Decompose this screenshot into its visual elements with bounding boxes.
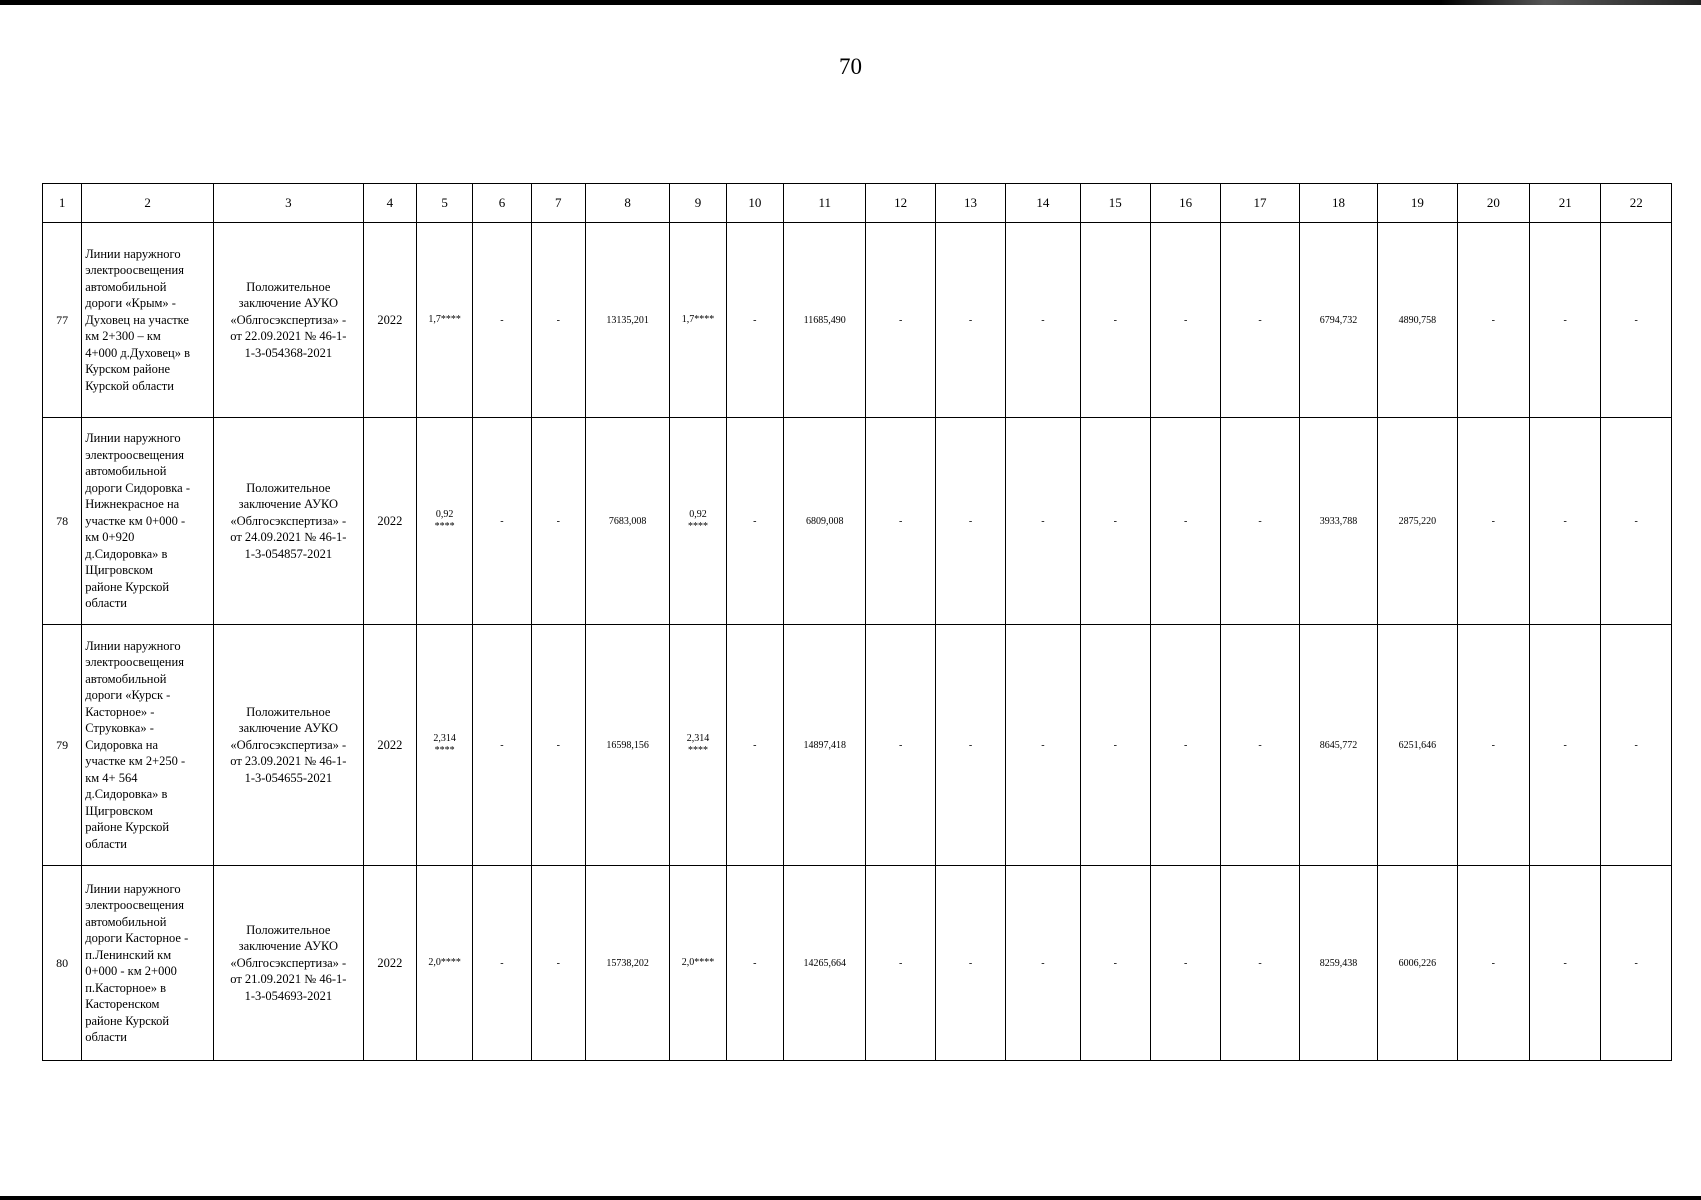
cell-col-18: 6794,732 — [1299, 223, 1377, 418]
cell-col-8: 15738,202 — [585, 866, 669, 1061]
cell-col-10: - — [726, 418, 783, 625]
cell-col-12: - — [866, 223, 935, 418]
cell-col-10: - — [726, 866, 783, 1061]
cell-col-18: 3933,788 — [1299, 418, 1377, 625]
row-number: 78 — [43, 418, 82, 625]
object-name: Линии наружного электроосвещения автомобильной дороги «Курск - Касторное» - Струковка» - Сидоровка на участке км 2+250 - км 4+ 564 д.Сидоровка» в Щигровском районе Курской области — [82, 625, 214, 866]
cell-col-20: - — [1457, 418, 1529, 625]
cell-col-17: - — [1221, 866, 1299, 1061]
cell-col-9: 0,92 **** — [670, 418, 726, 625]
cell-col-21: - — [1530, 866, 1601, 1061]
row-number: 77 — [43, 223, 82, 418]
object-name: Линии наружного электроосвещения автомобильной дороги Касторное - п.Ленинский км 0+000 - км 2+000 п.Касторное» в Касторенском районе Курской области — [82, 866, 214, 1061]
object-name: Линии наружного электроосвещения автомобильной дороги «Крым» - Духовец на участке км 2+300 – км 4+000 д.Духовец» в Курском районе Курской области — [82, 223, 214, 418]
objects-table — [42, 183, 1672, 1061]
expert-conclusion: Положительное заключение АУКО «Облгосэкспертиза» - от 23.09.2021 № 46-1- 1-3-054655-2021 — [213, 625, 363, 866]
cell-col-19: 6006,226 — [1378, 866, 1457, 1061]
header-row — [43, 184, 1672, 223]
header-col-3: 3 — [213, 184, 363, 223]
cell-col-22: - — [1601, 418, 1672, 625]
header-col-2: 2 — [82, 184, 214, 223]
cell-col-21: - — [1530, 625, 1601, 866]
cell-col-5: 1,7**** — [417, 223, 473, 418]
cell-col-11: 14265,664 — [783, 866, 865, 1061]
cell-col-20: - — [1457, 866, 1529, 1061]
cell-col-7: - — [531, 418, 585, 625]
expert-conclusion: Положительное заключение АУКО «Облгосэкспертиза» - от 24.09.2021 № 46-1- 1-3-054857-2021 — [213, 418, 363, 625]
header-col-12: 12 — [866, 184, 935, 223]
page-number: 70 — [839, 54, 862, 79]
header-col-20: 20 — [1457, 184, 1529, 223]
cell-col-11: 11685,490 — [783, 223, 865, 418]
header-col-13: 13 — [935, 184, 1005, 223]
cell-col-11: 6809,008 — [783, 418, 865, 625]
objects-table-container — [42, 183, 1672, 1061]
cell-col-19: 6251,646 — [1378, 625, 1457, 866]
year: 2022 — [363, 223, 416, 418]
cell-col-8: 7683,008 — [585, 418, 669, 625]
row-number: 79 — [43, 625, 82, 866]
cell-col-14: - — [1006, 625, 1080, 866]
cell-col-14: - — [1006, 418, 1080, 625]
header-col-8: 8 — [585, 184, 669, 223]
cell-col-16: - — [1150, 223, 1220, 418]
year: 2022 — [363, 418, 416, 625]
header-col-4: 4 — [363, 184, 416, 223]
header-col-1: 1 — [43, 184, 82, 223]
header-col-16: 16 — [1150, 184, 1220, 223]
table-row — [43, 625, 1672, 866]
expert-conclusion: Положительное заключение АУКО «Облгосэкспертиза» - от 21.09.2021 № 46-1- 1-3-054693-2021 — [213, 866, 363, 1061]
cell-col-17: - — [1221, 625, 1299, 866]
cell-col-12: - — [866, 625, 935, 866]
cell-col-10: - — [726, 223, 783, 418]
header-col-18: 18 — [1299, 184, 1377, 223]
cell-col-6: - — [473, 418, 531, 625]
table-row — [43, 866, 1672, 1061]
cell-col-15: - — [1080, 418, 1150, 625]
cell-col-7: - — [531, 866, 585, 1061]
cell-col-21: - — [1530, 418, 1601, 625]
cell-col-6: - — [473, 866, 531, 1061]
cell-col-12: - — [866, 866, 935, 1061]
cell-col-13: - — [935, 418, 1005, 625]
cell-col-5: 2,314 **** — [417, 625, 473, 866]
cell-col-6: - — [473, 625, 531, 866]
header-col-7: 7 — [531, 184, 585, 223]
cell-col-13: - — [935, 866, 1005, 1061]
cell-col-5: 2,0**** — [417, 866, 473, 1061]
year: 2022 — [363, 625, 416, 866]
cell-col-13: - — [935, 625, 1005, 866]
cell-col-15: - — [1080, 625, 1150, 866]
bottom-scan-edge — [0, 1196, 1701, 1200]
header-col-10: 10 — [726, 184, 783, 223]
header-col-14: 14 — [1006, 184, 1080, 223]
cell-col-17: - — [1221, 223, 1299, 418]
object-name: Линии наружного электроосвещения автомобильной дороги Сидоровка - Нижнекрасное на участке км 0+000 - км 0+920 д.Сидоровка» в Щигровском районе Курской области — [82, 418, 214, 625]
cell-col-15: - — [1080, 866, 1150, 1061]
cell-col-10: - — [726, 625, 783, 866]
cell-col-19: 4890,758 — [1378, 223, 1457, 418]
header-col-11: 11 — [783, 184, 865, 223]
cell-col-8: 16598,156 — [585, 625, 669, 866]
header-col-5: 5 — [417, 184, 473, 223]
cell-col-16: - — [1150, 418, 1220, 625]
cell-col-7: - — [531, 223, 585, 418]
cell-col-13: - — [935, 223, 1005, 418]
cell-col-16: - — [1150, 866, 1220, 1061]
header-col-17: 17 — [1221, 184, 1299, 223]
table-row — [43, 223, 1672, 418]
cell-col-20: - — [1457, 625, 1529, 866]
cell-col-21: - — [1530, 223, 1601, 418]
cell-col-9: 1,7**** — [670, 223, 726, 418]
cell-col-14: - — [1006, 223, 1080, 418]
header-col-6: 6 — [473, 184, 531, 223]
cell-col-8: 13135,201 — [585, 223, 669, 418]
header-col-19: 19 — [1378, 184, 1457, 223]
cell-col-9: 2,314 **** — [670, 625, 726, 866]
header-col-22: 22 — [1601, 184, 1672, 223]
cell-col-18: 8259,438 — [1299, 866, 1377, 1061]
cell-col-5: 0,92 **** — [417, 418, 473, 625]
cell-col-17: - — [1221, 418, 1299, 625]
cell-col-22: - — [1601, 625, 1672, 866]
cell-col-14: - — [1006, 866, 1080, 1061]
cell-col-12: - — [866, 418, 935, 625]
cell-col-6: - — [473, 223, 531, 418]
header-col-9: 9 — [670, 184, 726, 223]
cell-col-22: - — [1601, 866, 1672, 1061]
header-col-21: 21 — [1530, 184, 1601, 223]
cell-col-22: - — [1601, 223, 1672, 418]
cell-col-7: - — [531, 625, 585, 866]
row-number: 80 — [43, 866, 82, 1061]
year: 2022 — [363, 866, 416, 1061]
cell-col-15: - — [1080, 223, 1150, 418]
cell-col-20: - — [1457, 223, 1529, 418]
table-row — [43, 418, 1672, 625]
header-col-15: 15 — [1080, 184, 1150, 223]
cell-col-9: 2,0**** — [670, 866, 726, 1061]
cell-col-18: 8645,772 — [1299, 625, 1377, 866]
top-scan-edge-fade — [1441, 0, 1701, 5]
cell-col-11: 14897,418 — [783, 625, 865, 866]
cell-col-16: - — [1150, 625, 1220, 866]
cell-col-19: 2875,220 — [1378, 418, 1457, 625]
expert-conclusion: Положительное заключение АУКО «Облгосэкспертиза» - от 22.09.2021 № 46-1- 1-3-054368-2021 — [213, 223, 363, 418]
